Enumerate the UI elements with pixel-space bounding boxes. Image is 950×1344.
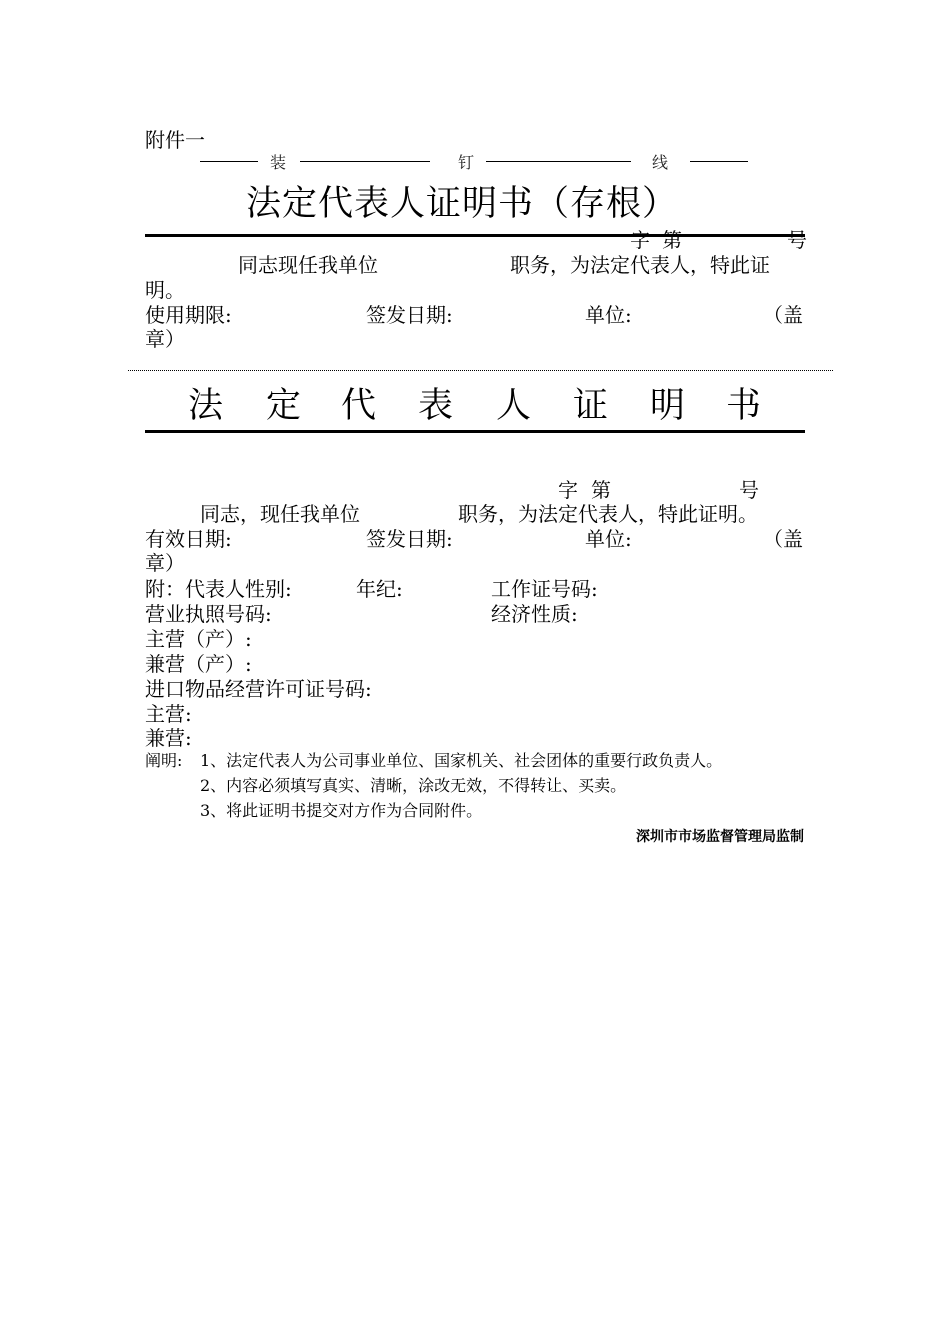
stub-body-wrap: 明。: [145, 278, 185, 302]
cert-seal-open: （盖: [763, 527, 803, 551]
cert-title-char: 法: [188, 386, 224, 426]
binding-rule: [200, 161, 258, 162]
cert-license-label: 营业执照号码:: [145, 602, 272, 626]
binding-rule: [690, 161, 748, 162]
cert-age-label: 年纪:: [356, 577, 403, 601]
stub-seal-open: （盖: [763, 303, 803, 327]
cut-line: [128, 370, 833, 371]
stub-title: 法定代表人证明书（存根）: [246, 184, 679, 224]
cert-title-char: 书: [726, 386, 762, 426]
cert-nature-label: 经济性质:: [491, 602, 578, 626]
cert-valid-date-label: 有效日期:: [145, 527, 232, 551]
cert-body-rest: 职务，为法定代表人，特此证明。: [458, 502, 758, 526]
stub-serial-di: 第: [662, 228, 682, 252]
cert-title-char: 定: [266, 386, 302, 426]
cert-title: [188, 378, 778, 426]
cert-notes-prefix: 阐明:: [145, 751, 183, 770]
stub-serial-zi: 字: [630, 228, 650, 252]
cert-title-char: 人: [496, 386, 532, 426]
cert-title-char: 表: [418, 386, 454, 426]
cert-title-char: 代: [341, 386, 377, 426]
stub-seal-close: 章）: [145, 327, 185, 351]
cert-work-id-label: 工作证号码:: [491, 577, 598, 601]
stub-issue-date-label: 签发日期:: [366, 303, 453, 327]
cert-body-lead: 同志，现任我单位: [200, 502, 360, 526]
binding-char: 线: [652, 153, 669, 172]
cert-seal-close: 章）: [145, 551, 185, 575]
cert-unit-label: 单位:: [585, 527, 632, 551]
binding-char: 装: [270, 153, 287, 172]
stub-title-rule: [145, 234, 805, 237]
cert-side-label: 兼营:: [145, 726, 192, 750]
cert-note: 3、将此证明书提交对方作为合同附件。: [200, 801, 483, 820]
cert-import-permit-label: 进口物品经营许可证号码:: [145, 677, 372, 701]
binding-line: [200, 150, 748, 172]
cert-issue-date-label: 签发日期:: [366, 527, 453, 551]
cert-main-business-label: 主营（产）:: [145, 627, 252, 651]
cert-serial-hao: 号: [739, 478, 759, 502]
stub-serial-hao: 号: [787, 228, 807, 252]
binding-rule: [486, 161, 631, 162]
cert-serial-zi: 字: [558, 478, 578, 502]
cert-main-label: 主营:: [145, 702, 192, 726]
cert-note: 2、内容必须填写真实、清晰，涂改无效，不得转让、买卖。: [200, 776, 627, 795]
stub-body-lead: 同志现任我单位: [238, 253, 378, 277]
attachment-label: 附件一: [145, 128, 205, 152]
cert-side-business-label: 兼营（产）:: [145, 652, 252, 676]
stub-unit-label: 单位:: [585, 303, 632, 327]
cert-title-rule: [145, 430, 805, 433]
cert-note: 1、法定代表人为公司事业单位、国家机关、社会团体的重要行政负责人。: [200, 751, 723, 770]
cert-gender-label: 附：代表人性别:: [145, 577, 292, 601]
stub-period-label: 使用期限:: [145, 303, 232, 327]
cert-title-char: 证: [573, 386, 609, 426]
binding-rule: [300, 161, 430, 162]
cert-title-char: 明: [650, 386, 686, 426]
stub-body-rest: 职务，为法定代表人，特此证: [510, 253, 770, 277]
binding-char: 钉: [458, 153, 475, 172]
cert-supervisor: 深圳市市场监督管理局监制: [636, 829, 804, 845]
cert-serial-di: 第: [591, 478, 611, 502]
